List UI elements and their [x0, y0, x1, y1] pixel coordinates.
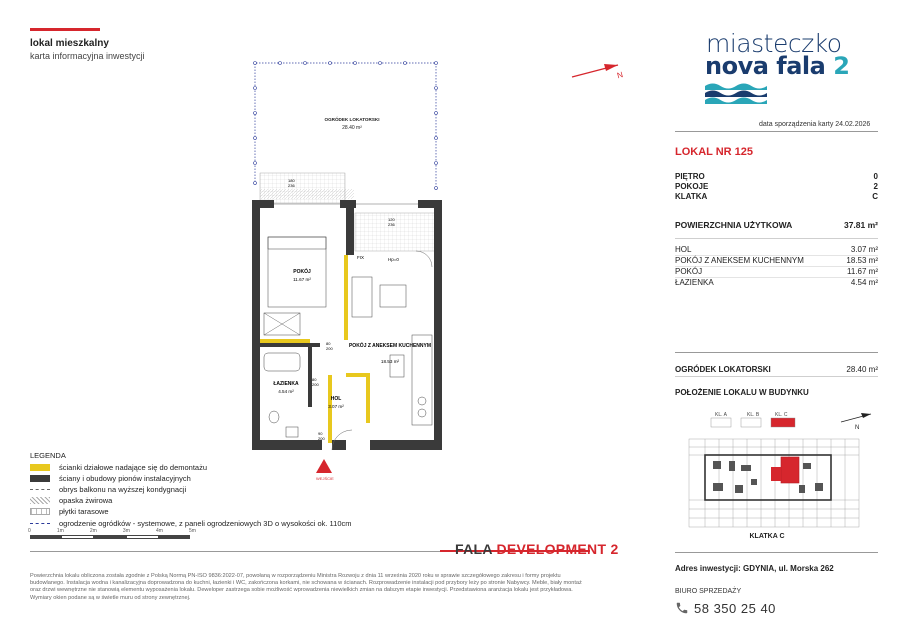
plan-hp: Hp=0: [388, 257, 399, 262]
scale-label: 2m: [89, 528, 97, 534]
logo-line2: [705, 52, 849, 80]
area-divider: [675, 238, 878, 239]
garden-divider: [675, 376, 878, 377]
legend-label: obrys balkonu na wyższej kondygnacji: [59, 485, 187, 494]
room-row: [675, 245, 878, 254]
legend-title: LEGENDA: [30, 451, 66, 460]
legend-item: [30, 474, 191, 483]
plan-hall-area: 3.07 m²: [328, 404, 344, 409]
plan-hall-name: HOL: [330, 396, 342, 402]
garden-value: 28.40 m²: [846, 365, 878, 374]
legend-swatch-tiles: [30, 508, 50, 515]
logo-number: 2: [833, 52, 850, 80]
map-stair-label: KL. B: [747, 412, 760, 418]
plan-bath-area: 4.54 m²: [278, 389, 294, 394]
legend-label: opaska żwirowa: [59, 496, 113, 505]
attr-stair-label: KLATKA: [675, 192, 708, 201]
disclaimer: Powierzchnia lokalu obliczona została zgodnie z Polską Normą PN-ISO 9836:2022-07, powołaną w rozporządzeniu Ministra Rozwoju z dnia 11 września 2020 roku w sprawie szczegółowego zakresu i formy projektu budowlanego. Instalacja wodna i kanalizacyjna doprowadzona do kuchni, łazienki i WC, zakończona korkami, nie schowana w ścianach. Rozprowadzenie instalacji pod przybory leży po stronie Nabywcy. Meble, biały montaż oraz drzwi wewnętrzne nie stanowią elementu wyposażenia lokalu. Deweloper zastrzega sobie możliwość wprowadzenia niewielkich zmian na dalszym etapie inwestycji. Przedstawiona aranżacja lokalu jest przykładowa. Wymiary okien podane są w świetle muru od strony zewnętrznej.: [30, 573, 582, 601]
logo-brand-text: nova fala: [705, 52, 826, 80]
legend-item: [30, 507, 109, 516]
developer-name-part2: DEVELOPMENT 2: [496, 541, 619, 557]
north-arrow-icon: [570, 58, 630, 82]
plan-dim: 120: [388, 217, 395, 222]
address-divider: [675, 552, 878, 553]
room-area: 11.67 m²: [847, 267, 878, 276]
usable-area: [675, 220, 878, 230]
usable-area-value: 37.81 m²: [843, 220, 878, 230]
room-row: [675, 256, 878, 265]
scale-labels: [28, 528, 196, 534]
plan-garden-name: OGRÓDEK LOKATORSKI: [324, 117, 380, 122]
legend-swatch-yellow: [30, 464, 50, 471]
phone-icon: [675, 601, 689, 615]
building-position-map: [675, 405, 880, 540]
plan-room2-name: POKÓJ Z ANEKSEM KUCHENNYM: [348, 343, 432, 349]
office-phone[interactable]: 58 350 25 40: [694, 601, 776, 616]
legend-label: ściany i obudowy pionów instalacyjnych: [59, 474, 191, 483]
garden-divider-top: [675, 352, 878, 353]
attr-rooms-value: 2: [873, 182, 878, 191]
room-area: 4.54 m²: [850, 278, 878, 287]
legend-item: [30, 463, 207, 472]
room-area: 3.07 m²: [850, 245, 878, 254]
date-divider: [675, 131, 878, 132]
plan-room1-area: 11.67 m²: [293, 277, 311, 282]
room-area: 18.53 m²: [846, 256, 878, 265]
plan-garden-area: 28.40 m²: [342, 125, 362, 131]
room-name: HOL: [675, 245, 692, 254]
header-accent-bar: [30, 28, 100, 31]
legend-swatch-gravel: [30, 497, 50, 504]
legend-swatch-dark: [30, 475, 50, 482]
plan-dim: 90: [318, 431, 323, 436]
building-position-label: POŁOŻENIE LOKALU W BUDYNKU: [675, 388, 809, 397]
plan-dim: 80: [326, 341, 331, 346]
svg-text:N: N: [855, 425, 860, 431]
logo-waves-icon: [705, 82, 767, 104]
attr-rooms-label: POKOJE: [675, 182, 709, 191]
attr-stair-value: C: [872, 192, 878, 201]
legend-swatch-dashed: [30, 489, 50, 490]
room-name: ŁAZIENKA: [675, 278, 714, 287]
floor-plan: [240, 55, 460, 475]
room-row: [675, 278, 878, 287]
legend-label: ścianki działowe nadające się do demontażu: [59, 463, 208, 472]
legend-label: ogrodzenie ogródków - systemowe, z paneli ogrodzeniowych 3D o wysokości ok. 110cm: [59, 518, 352, 528]
plan-dim: 200: [312, 382, 319, 387]
attr-floor-label: PIĘTRO: [675, 172, 705, 181]
plan-room2-area: 18.53 m²: [380, 359, 400, 364]
scale-label: 4m: [155, 528, 163, 534]
scale-label: 0: [28, 528, 31, 534]
room-name: POKÓJ Z ANEKSEM KUCHENNYM: [675, 256, 804, 265]
page-title: lokal mieszkalny: [30, 38, 109, 49]
plan-fix: FIX: [357, 255, 365, 260]
map-stair-label: KL. A: [715, 412, 727, 418]
legend-item: [30, 518, 352, 528]
footer-line: [30, 551, 440, 552]
usable-area-label: POWIERZCHNIA UŻYTKOWA: [675, 220, 793, 230]
unit-name: LOKAL NR 125: [675, 146, 754, 158]
map-stair-label: KL. C: [775, 412, 788, 418]
plan-dim: 180: [288, 178, 295, 183]
card-date: data sporządzenia karty 24.02.2026: [759, 121, 871, 128]
entrance-icon: [316, 459, 332, 473]
scale-bar: [30, 535, 190, 539]
garden-label: OGRÓDEK LOKATORSKI: [675, 365, 771, 374]
investment-address: [675, 564, 834, 573]
attr-floor-value: 0: [873, 172, 878, 181]
map-north-arrow-icon: [841, 413, 871, 431]
plan-entrance-label: WEJŚCIE: [316, 476, 334, 481]
plan-dim: 200: [318, 436, 325, 441]
svg-text:N: N: [616, 70, 624, 81]
plan-room1-name: POKÓJ: [293, 269, 311, 275]
page-subtitle: karta informacyjna inwestycji: [30, 51, 145, 61]
address-label: Adres inwestycji:: [675, 564, 741, 573]
logo-line1: miasteczko: [706, 29, 842, 58]
garden-row: [675, 365, 878, 374]
map-caption: KLATKA C: [749, 533, 785, 540]
plan-dim: 80: [312, 377, 317, 382]
attr-stair: [675, 192, 878, 201]
scale-label: 1m: [56, 528, 64, 534]
plan-bath-name: ŁAZIENKA: [273, 381, 299, 387]
address-value: GDYNIA, ul. Morska 262: [743, 564, 834, 573]
scale-label: 3m: [122, 528, 130, 534]
room-row: [675, 267, 878, 276]
room-name: POKÓJ: [675, 267, 703, 276]
developer-name-part1: FALA: [455, 541, 493, 557]
legend-label: płytki tarasowe: [59, 507, 109, 516]
office-label: BIURO SPRZEDAŻY: [675, 588, 742, 595]
attr-floor: [675, 172, 878, 181]
plan-dim: 236: [288, 183, 295, 188]
legend-item: [30, 496, 112, 505]
legend-item: [30, 485, 186, 494]
developer-name: [455, 541, 619, 557]
scale-label: 5m: [188, 528, 196, 534]
plan-dim: 200: [326, 346, 333, 351]
plan-dim: 236: [388, 222, 395, 227]
attr-rooms: [675, 182, 878, 191]
